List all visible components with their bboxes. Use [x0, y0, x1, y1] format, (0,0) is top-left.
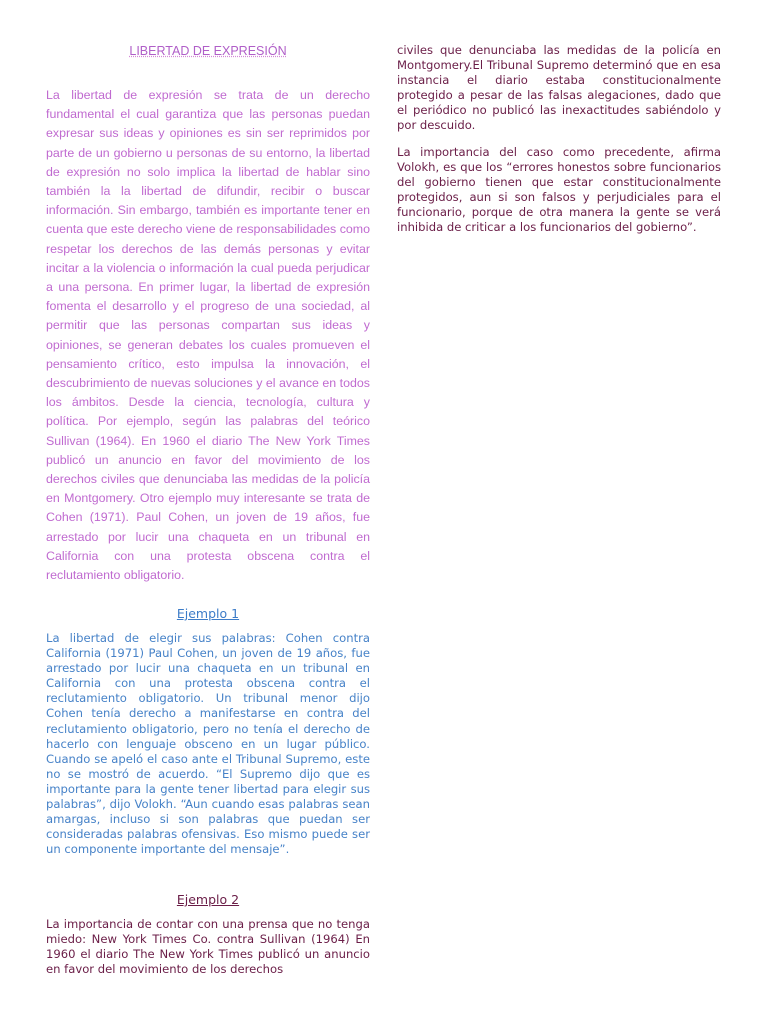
- continuation-paragraph: civiles que denunciaba las medidas de la policía en Montgomery.El Tribunal Supremo determinó que en esa instancia el diario estaba constitucionalmente protegido a pesar de las falsas alegaciones, dado que el periódico no publicó las inexactitudes sabiéndolo y por descuido.: [397, 43, 721, 133]
- example2-paragraph: La importancia de contar con una prensa que no tenga miedo: New York Times Co. contra Sullivan (1964) En 1960 el diario The New York Times publicó un anuncio en favor del movimiento de los derechos: [46, 917, 370, 977]
- precedent-paragraph: La importancia del caso como precedente, afirma Volokh, es que los “errores honestos sobre funcionarios del gobierno tienen que estar constitucionalmente protegidos, aun si son falsos y perjudiciales para el funcionario, porque de otra manera la gente se verá inhibida de criticar a los funcionarios del gobierno”.: [397, 145, 721, 235]
- intro-paragraph: La libertad de expresión se trata de un derecho fundamental el cual garantiza que las personas puedan expresar sus ideas y opiniones es sin ser reprimidos por parte de un gobierno u personas de su entorno, la libertad de expresión no solo implica la libertad de hablar sino también la la libertad de difundir, recibir o buscar información. Sin embargo, también es importante tener en cuenta que este derecho viene de responsabilidades como respetar los derechos de las demás personas y evitar incitar a la violencia o información la cual pueda perjudicar a una persona. En primer lugar, la libertad de expresión fomenta el desarrollo y el progreso de una sociedad, al permitir que las personas compartan sus ideas y opiniones, se generan debates los cuales promueven el pensamiento crítico, esto impulsa la innovación, el descubrimiento de nuevas soluciones y el avance en todos los ámbitos. Desde la ciencia, tecnología, cultura y política. Por ejemplo, según las palabras del teórico Sullivan (1964). En 1960 el diario The New York Times publicó un anuncio en favor del movimiento de los derechos civiles que denunciaba las medidas de la policía en Montgomery. Otro ejemplo muy interesante se trata de Cohen (1971). Paul Cohen, un joven de 19 años, fue arrestado por lucir una chaqueta en un tribunal en California con una protesta obscena contra el reclutamiento obligatorio.: [46, 88, 370, 583]
- example1-paragraph: La libertad de elegir sus palabras: Cohen contra California (1971) Paul Cohen, un joven de 19 años, fue arrestado por lucir una chaqueta en un tribunal en California con una protesta obscena contra el reclutamiento obligatorio. Un tribunal menor dijo Cohen tenía derecho a manifestarse en contra del reclutamiento obligatorio, pero no tenía el derecho de hacerlo con lenguaje obsceno en un lugar público. Cuando se apeló el caso ante el Tribunal Supremo, este no se mostró de acuerdo. “El Supremo dijo que es importante para la gente tener libertad para elegir sus palabras”, dijo Volokh. “Aun cuando esas palabras sean amargas, incluso si son palabras que puedan ser consideradas palabras ofensivas. Eso mismo puede ser un componente importante del mensaje”.: [46, 631, 370, 857]
- document-title: LIBERTAD DE EXPRESIÓN: [129, 44, 287, 58]
- example1-heading: Ejemplo 1: [176, 606, 240, 621]
- example2-heading: Ejemplo 2: [176, 892, 240, 907]
